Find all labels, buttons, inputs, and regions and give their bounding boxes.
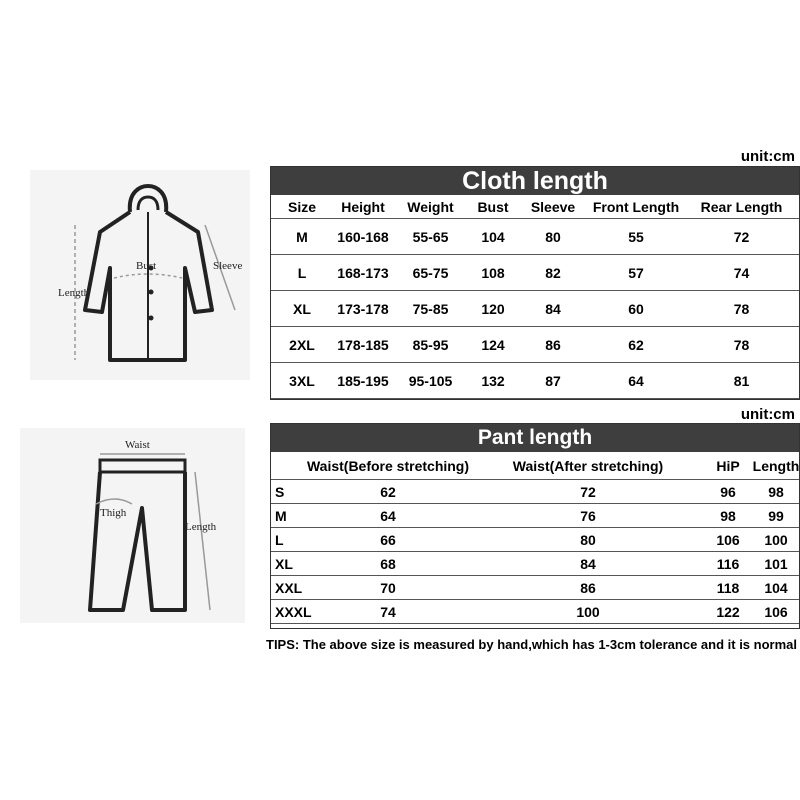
pant-header-cell: Length bbox=[753, 452, 799, 480]
cloth-table-cell: 78 bbox=[684, 327, 799, 363]
cloth-table-cell: 74 bbox=[684, 255, 799, 291]
pant-table bbox=[270, 423, 800, 629]
cloth-header-cell: Front Length bbox=[588, 195, 684, 219]
cloth-table-cell: 173-178 bbox=[333, 291, 393, 327]
pant-header-cell: Waist(After stretching) bbox=[473, 452, 703, 480]
pant-table-cell: 106 bbox=[753, 600, 799, 624]
pant-table-cell: 122 bbox=[703, 600, 753, 624]
cloth-table-cell: 81 bbox=[684, 363, 799, 399]
pant-table-cell: 118 bbox=[703, 576, 753, 600]
pant-table-cell: XXL bbox=[271, 576, 303, 600]
cloth-table-cell: 87 bbox=[518, 363, 588, 399]
cloth-table-cell: 80 bbox=[518, 219, 588, 255]
pant-table-cell: L bbox=[271, 528, 303, 552]
cloth-table-cell: 55-65 bbox=[393, 219, 468, 255]
cloth-table-cell: 82 bbox=[518, 255, 588, 291]
cloth-table-cell: 55 bbox=[588, 219, 684, 255]
pant-table-cell: 116 bbox=[703, 552, 753, 576]
cloth-table-cell: 185-195 bbox=[333, 363, 393, 399]
cloth-unit: unit:cm bbox=[740, 148, 795, 165]
cloth-table-cell: 168-173 bbox=[333, 255, 393, 291]
cloth-table-cell: 85-95 bbox=[393, 327, 468, 363]
pant-table-cell: 68 bbox=[303, 552, 473, 576]
cloth-table-cell: 160-168 bbox=[333, 219, 393, 255]
cloth-table bbox=[270, 166, 800, 400]
pants-length-label: Length bbox=[185, 521, 217, 533]
waist-label: Waist bbox=[125, 439, 150, 451]
cloth-grid bbox=[271, 195, 799, 399]
cloth-table-cell: 84 bbox=[518, 291, 588, 327]
pant-table-cell: 70 bbox=[303, 576, 473, 600]
pant-header-cell: Waist(Before stretching) bbox=[303, 452, 473, 480]
pant-table-cell: 62 bbox=[303, 480, 473, 504]
pant-table-cell: 84 bbox=[473, 552, 703, 576]
pant-table-cell: 96 bbox=[703, 480, 753, 504]
pant-table-cell: 104 bbox=[753, 576, 799, 600]
cloth-table-cell: 86 bbox=[518, 327, 588, 363]
cloth-table-cell: 3XL bbox=[271, 363, 333, 399]
pant-grid bbox=[271, 452, 799, 628]
thigh-label: Thigh bbox=[100, 507, 127, 519]
bust-label: Bust bbox=[136, 260, 157, 272]
pant-table-cell: 100 bbox=[473, 600, 703, 624]
pant-table-cell: 64 bbox=[303, 504, 473, 528]
cloth-table-cell: XL bbox=[271, 291, 333, 327]
cloth-table-cell: 108 bbox=[468, 255, 518, 291]
pant-table-cell: 86 bbox=[473, 576, 703, 600]
pant-header-cell bbox=[271, 452, 303, 480]
cloth-header-cell: Rear Length bbox=[684, 195, 799, 219]
cloth-table-cell: 120 bbox=[468, 291, 518, 327]
pant-table-cell: S bbox=[271, 480, 303, 504]
pant-table-cell: XXXL bbox=[271, 600, 303, 624]
pant-table-cell: XL bbox=[271, 552, 303, 576]
cloth-table-cell: 132 bbox=[468, 363, 518, 399]
sleeve-label: Sleeve bbox=[213, 260, 243, 272]
cloth-table-cell: 78 bbox=[684, 291, 799, 327]
cloth-header-cell: Sleeve bbox=[518, 195, 588, 219]
cloth-title: Cloth length bbox=[271, 167, 799, 195]
pant-table-cell: 106 bbox=[703, 528, 753, 552]
pant-title: Pant length bbox=[271, 424, 799, 452]
cloth-header-cell: Height bbox=[333, 195, 393, 219]
pant-table-cell: 74 bbox=[303, 600, 473, 624]
cloth-table-cell: 65-75 bbox=[393, 255, 468, 291]
cloth-table-cell: 60 bbox=[588, 291, 684, 327]
pant-table-cell: 99 bbox=[753, 504, 799, 528]
pant-table-cell: 100 bbox=[753, 528, 799, 552]
cloth-table-cell: 64 bbox=[588, 363, 684, 399]
cloth-header-cell: Size bbox=[271, 195, 333, 219]
cloth-table-cell: 178-185 bbox=[333, 327, 393, 363]
cloth-table-cell: 104 bbox=[468, 219, 518, 255]
pant-header-cell: HiP bbox=[703, 452, 753, 480]
pant-table-cell: 76 bbox=[473, 504, 703, 528]
cloth-table-cell: 2XL bbox=[271, 327, 333, 363]
cloth-table-cell: M bbox=[271, 219, 333, 255]
pant-unit: unit:cm bbox=[740, 406, 795, 423]
pant-table-cell: M bbox=[271, 504, 303, 528]
pant-table-cell: 98 bbox=[753, 480, 799, 504]
cloth-table-cell: 75-85 bbox=[393, 291, 468, 327]
cloth-table-cell: 95-105 bbox=[393, 363, 468, 399]
tips-text: TIPS: The above size is measured by hand,which has 1-3cm tolerance and it is normal bbox=[266, 637, 797, 652]
pant-table-cell: 101 bbox=[753, 552, 799, 576]
cloth-table-cell: 124 bbox=[468, 327, 518, 363]
cloth-table-cell: 72 bbox=[684, 219, 799, 255]
cloth-table-cell: L bbox=[271, 255, 333, 291]
cloth-table-cell: 57 bbox=[588, 255, 684, 291]
jacket-length-label: Length bbox=[58, 287, 90, 299]
pants-diagram bbox=[20, 428, 245, 623]
jacket-diagram bbox=[30, 170, 250, 380]
cloth-header-cell: Bust bbox=[468, 195, 518, 219]
pant-table-cell: 66 bbox=[303, 528, 473, 552]
cloth-table-cell: 62 bbox=[588, 327, 684, 363]
pant-table-cell: 98 bbox=[703, 504, 753, 528]
pant-table-cell: 72 bbox=[473, 480, 703, 504]
pant-table-cell: 80 bbox=[473, 528, 703, 552]
cloth-header-cell: Weight bbox=[393, 195, 468, 219]
